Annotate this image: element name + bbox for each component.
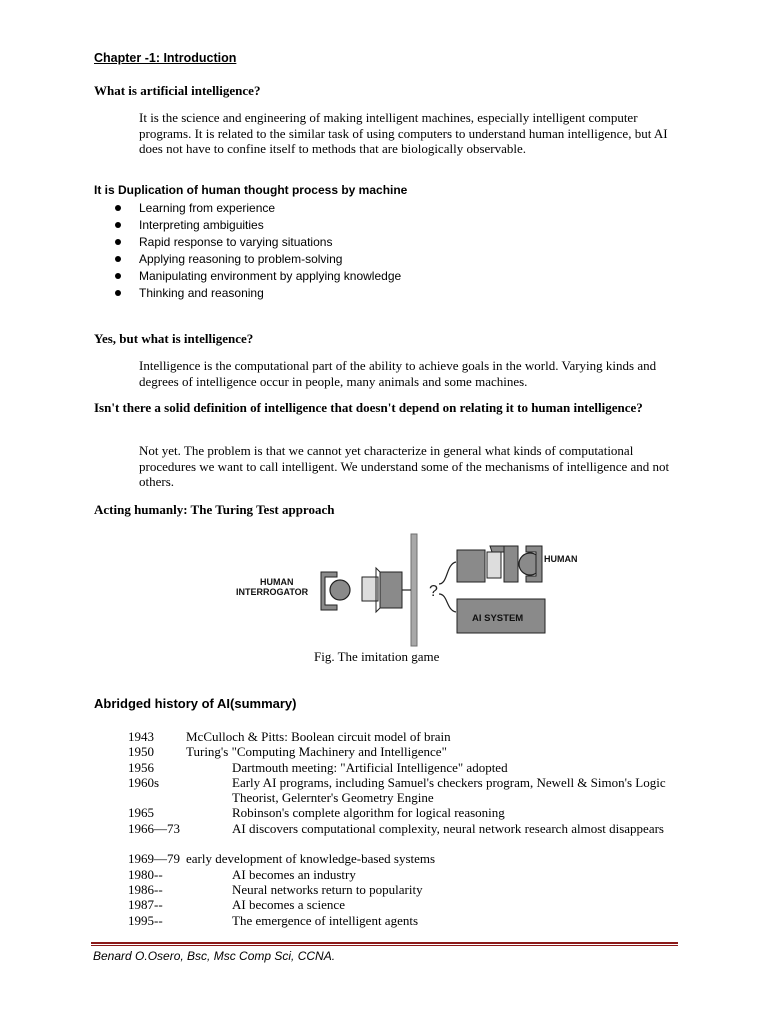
history-text: AI becomes a science — [232, 897, 345, 913]
history-text: AI becomes an industry — [232, 866, 356, 882]
history-text: Dartmouth meeting: "Artificial Intelligence" adopted — [232, 759, 508, 775]
list-item: Applying reasoning to problem-solving — [112, 251, 401, 268]
bullet-icon — [115, 205, 121, 211]
bullet-icon — [115, 290, 121, 296]
history-text: The emergence of intelligent agents — [232, 912, 419, 928]
heading-solid-definition: Isn't there a solid definition of intelligence that doesn't depend on relating it to human intelligence? — [94, 400, 643, 415]
history-year: 1950 — [128, 744, 154, 760]
paragraph-solid-definition: Not yet. The problem is that we cannot yet characterize in general what kinds of computational procedures we want to call intelligent. We understand some of the mechanisms of intelligence and not others. — [139, 443, 670, 489]
list-item: Rapid response to varying situations — [112, 234, 401, 251]
list-item: Learning from experience — [112, 200, 401, 217]
history-text: McCulloch & Pitts: Boolean circuit model of brain — [186, 729, 451, 744]
history-text: AI discovers computational complexity, neural network research almost disappears — [232, 820, 664, 836]
heading-what-is-intelligence: Yes, but what is intelligence? — [94, 331, 254, 346]
paragraph-what-is-ai: It is the science and engineering of making intelligent machines, especially intelligent computer programs. It is related to the similar task of using computers to understand human intelligence, but AI does not have to confine itself to methods that are biologically observable. — [139, 110, 668, 156]
history-year: 1987-- — [128, 897, 163, 913]
imitation-game-figure — [230, 532, 578, 647]
heading-turing-test: Acting humanly: The Turing Test approach — [94, 502, 335, 517]
history-text: Early AI programs, including Samuel's checkers program, Newell & Simon's Logic Theorist, Gelernter's Geometry Engine — [232, 774, 666, 806]
history-text: Neural networks return to popularity — [232, 881, 423, 897]
interrogator-monitor-icon — [380, 572, 402, 608]
history-year: 1943 — [128, 729, 154, 744]
list-item: Manipulating environment by applying knowledge — [112, 268, 401, 285]
history-text: early development of knowledge-based systems — [186, 851, 436, 867]
human-keyboard-icon — [487, 552, 501, 578]
bullet-icon — [115, 222, 121, 228]
heading-history: Abridged history of AI(summary) — [94, 696, 297, 711]
interrogator-head-icon — [330, 580, 350, 600]
history-year: 1969—79 — [128, 851, 180, 867]
interrogator-label-line1: HUMAN — [260, 577, 294, 587]
imitation-game-diagram — [230, 532, 578, 647]
heading-duplication: It is Duplication of human thought process by machine — [94, 183, 408, 197]
bullet-icon — [115, 256, 121, 262]
bullet-list — [112, 200, 401, 302]
divider-wall — [411, 534, 417, 646]
human-monitor-icon — [457, 550, 485, 582]
list-item: Interpreting ambiguities — [112, 217, 401, 234]
footer-rule-thick — [91, 942, 678, 944]
history-year: 1960s — [128, 774, 160, 790]
history-year: 1965 — [128, 805, 154, 821]
history-year: 1966—73 — [128, 820, 180, 836]
ai-system-label: AI SYSTEM — [472, 613, 524, 624]
bullet-icon — [115, 273, 121, 279]
list-item: Thinking and reasoning — [112, 285, 401, 302]
history-year: 1956 — [128, 759, 154, 775]
heading-what-is-ai: What is artificial intelligence? — [94, 83, 261, 98]
human-label: HUMAN — [544, 554, 578, 564]
history-text: Robinson's complete algorithm for logical reasoning — [232, 805, 505, 821]
footer-rule-thin — [91, 945, 678, 946]
history-year: 1986-- — [128, 881, 163, 897]
chapter-title: Chapter -1: Introduction — [94, 51, 237, 65]
bullet-icon — [115, 239, 121, 245]
history-year: 1995-- — [128, 912, 163, 928]
figure-caption: Fig. The imitation game — [314, 649, 440, 664]
footer-author: Benard O.Osero, Bsc, Msc Comp Sci, CCNA. — [93, 949, 336, 963]
human-chair-icon — [504, 546, 518, 582]
history-year: 1980-- — [128, 866, 163, 882]
question-mark-label: ? — [429, 583, 438, 600]
history-text: Turing's "Computing Machinery and Intelligence" — [186, 744, 447, 760]
paragraph-what-is-intelligence: Intelligence is the computational part of the ability to achieve goals in the world. Varying kinds and degrees of intelligence occur in people, many animals and some machines. — [139, 358, 657, 389]
interrogator-label-line2: INTERROGATOR — [236, 587, 309, 597]
